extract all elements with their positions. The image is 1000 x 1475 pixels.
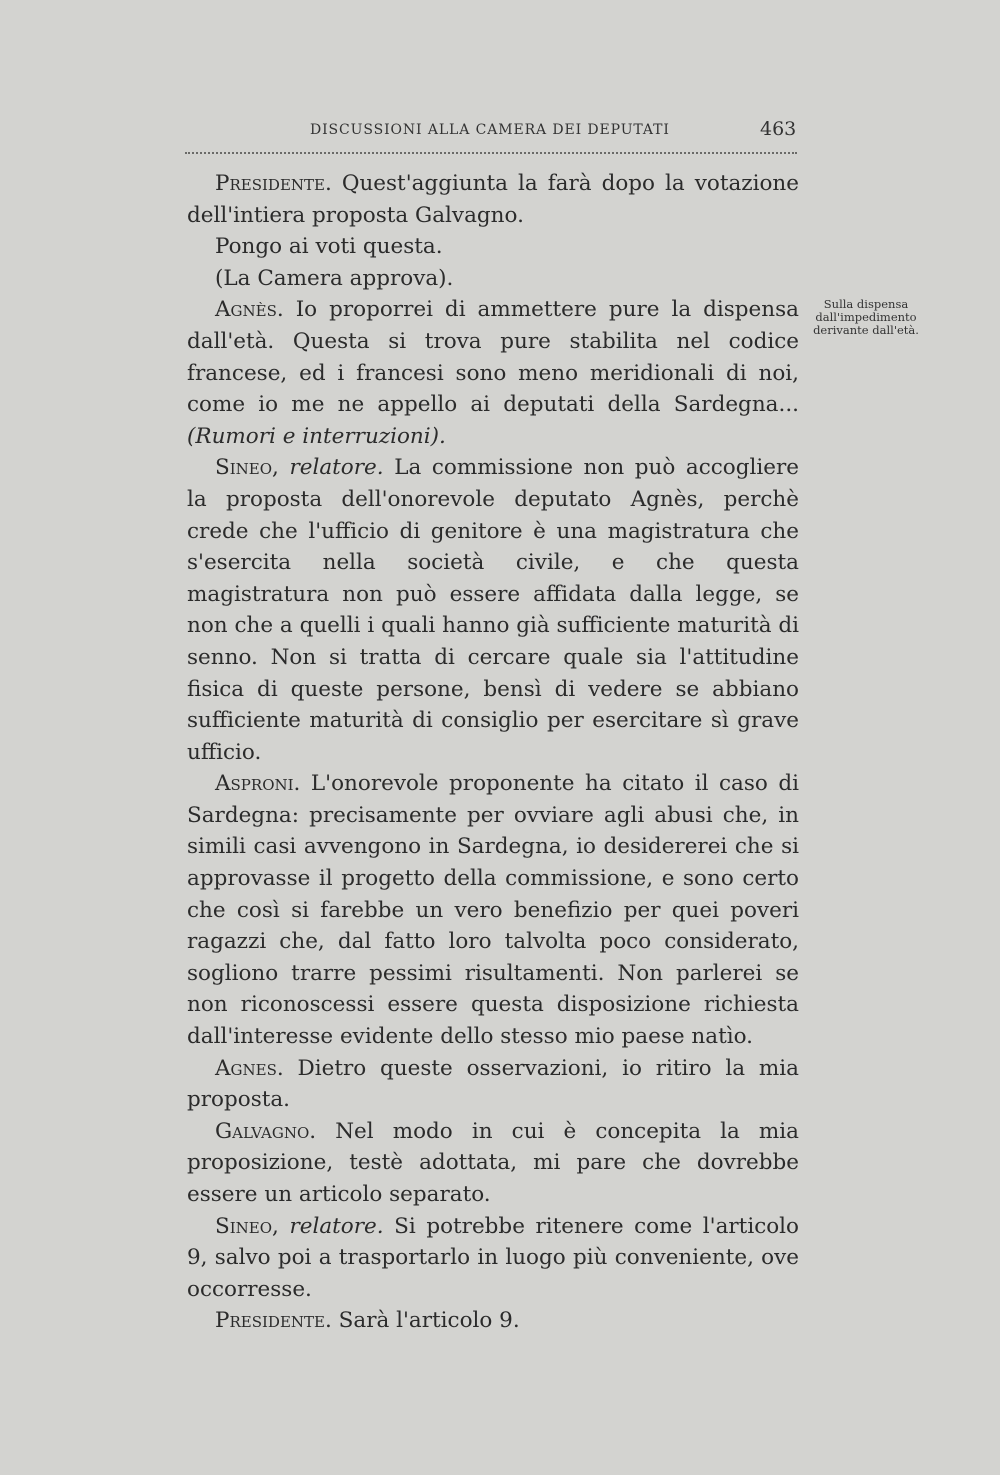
paragraph	[187, 294, 799, 452]
paragraph	[187, 452, 799, 768]
paragraph	[187, 231, 799, 263]
speech-text: Quest'aggiunta la farà dopo la votazione dell'intiera proposta Galvagno.	[187, 171, 799, 228]
speech-text: Pongo ai voti questa.	[215, 234, 443, 260]
speaker-name: Galvagno.	[215, 1118, 317, 1144]
speech-text: Sarà l'articolo 9.	[338, 1308, 520, 1334]
page-number: 463	[760, 118, 797, 140]
speaker-name: Agnes.	[215, 1055, 284, 1081]
speech-text: Nel modo in cui è concepita la mia proposizione, testè adottata, mi pare che dovrebbe essere un articolo separato.	[187, 1118, 799, 1207]
speaker-name: Asproni.	[215, 771, 301, 797]
speaker-name: Presidente.	[215, 171, 332, 196]
running-head: DISCUSSIONI ALLA CAMERA DEI DEPUTATI	[310, 122, 670, 138]
header-rule	[185, 152, 797, 154]
paragraph	[187, 1305, 799, 1337]
interjection: (Rumori e interruzioni).	[187, 423, 446, 449]
speaker-name: Presidente.	[215, 1308, 332, 1334]
paragraph	[187, 1053, 799, 1116]
body-text	[187, 168, 799, 1337]
speaker-role: relatore.	[289, 1213, 384, 1239]
speech-text: Si potrebbe ritenere come l'articolo 9, salvo poi a trasportarlo in luogo più conveniente, ove occorresse.	[187, 1213, 800, 1302]
speech-text: La commissione non può accogliere la proposta dell'onorevole deputato Agnès, perchè crede che l'ufficio di genitore è una magistratura che s'esercita nella società civile, e che questa magistratura non può essere affidata dalla legge, se non che a quelli i quali hanno già sufficiente maturità di senno. Non si tratta di cercare quale sia l'attitudine fisica di queste persone, bensì di vedere se abbiano sufficiente maturità di consiglio per esercitare sì grave ufficio.	[187, 455, 800, 765]
paragraph	[187, 168, 799, 231]
paragraph	[187, 1116, 799, 1211]
paragraph	[187, 263, 799, 295]
speaker-name: Agnès.	[215, 297, 284, 323]
paragraph	[187, 1211, 799, 1306]
speaker-name: Sineo,	[215, 1213, 279, 1239]
margin-note: Sulla dispensa dall'impedimento derivante dall'età.	[813, 297, 919, 337]
speech-text: Dietro queste osservazioni, io ritiro la mia proposta.	[187, 1055, 799, 1113]
stage-direction: (La Camera approva).	[215, 265, 454, 291]
paragraph	[187, 768, 799, 1052]
speech-text: L'onorevole proponente ha citato il caso di Sardegna: precisamente per ovviare agli abusi che, in simili casi avvengono in Sardegna, io desidererei che si approvasse il progetto della commissione, e sono certo che così si farebbe un vero benefizio per quei poveri ragazzi che, dal fatto loro talvolta poco considerato, sogliono trarre pessimi risultamenti. Non parlerei se non riconoscessi essere questa disposizione richiesta dall'interesse evidente dello stesso mio paese natìo.	[187, 771, 799, 1050]
speaker-name: Sineo,	[215, 455, 279, 481]
speech-text: Io proporrei di ammettere pure la dispensa dall'età. Questa si trova pure stabilita nel codice francese, ed i francesi sono meno meridionali di noi, come io me ne appello ai deputati della Sardegna...	[187, 297, 799, 418]
speaker-role: relatore.	[289, 455, 384, 481]
